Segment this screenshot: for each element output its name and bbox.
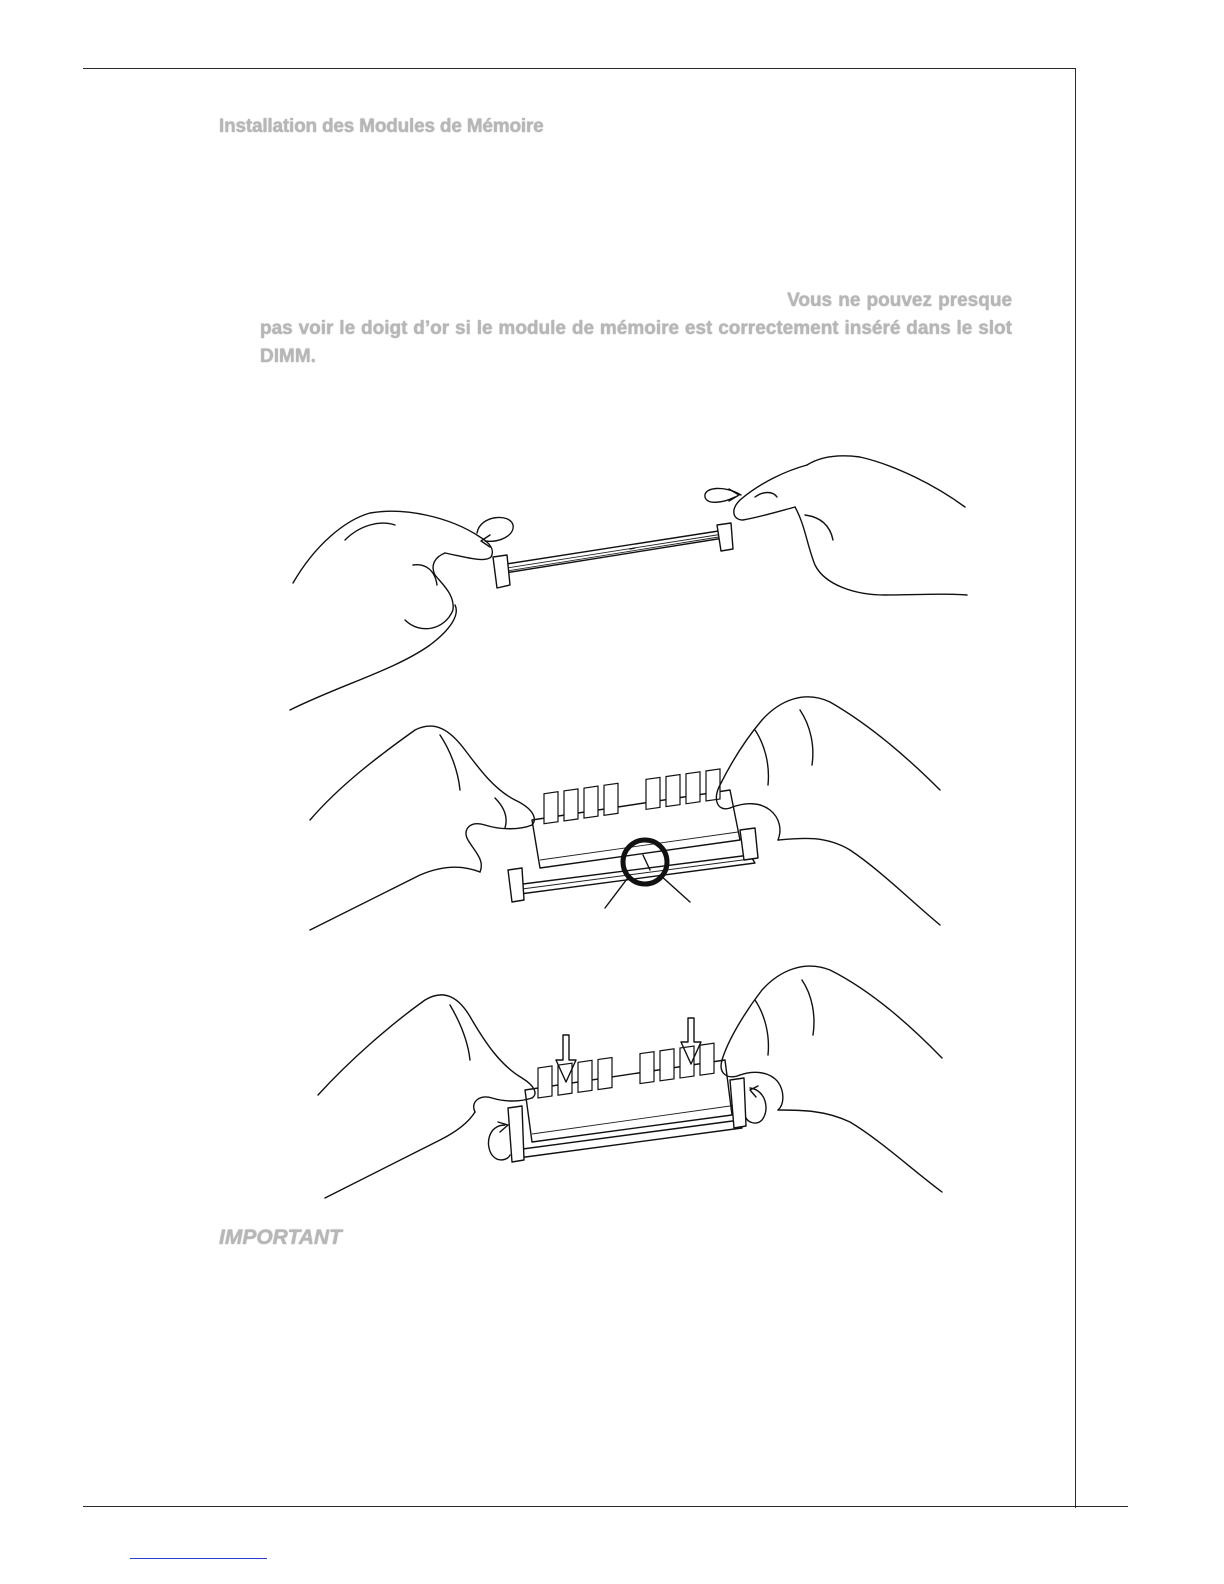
note-lead-text: Insérez le module de mémoire verticalement dans le slot. <box>260 290 781 311</box>
step-align-notch-figure <box>300 690 960 940</box>
rotate-arrow-icon <box>488 1122 510 1160</box>
left-hand <box>290 511 492 710</box>
bottom-rule <box>83 1506 1128 1507</box>
important-title: IMPORTANT <box>219 1226 342 1249</box>
rotate-arrow-icon <box>705 488 741 502</box>
rotate-arrow-icon <box>477 517 513 547</box>
dimm-slot <box>493 523 733 588</box>
step-press-down-figure <box>310 960 960 1205</box>
rotate-arrow-icon <box>746 1086 766 1123</box>
note-body-text: Vous ne pouvez presque pas voir le doigt d’or si le module de mémoire est correctement inséré dans le slot DIMM. <box>260 290 1013 367</box>
left-hand <box>318 995 535 1198</box>
top-rule <box>83 68 1076 69</box>
footer-link-underline <box>130 1558 267 1559</box>
note-paragraph <box>260 287 1012 371</box>
right-hand <box>734 456 967 595</box>
left-hand <box>310 726 534 930</box>
memory-module <box>532 769 740 868</box>
step-open-clips-figure <box>285 445 985 720</box>
right-hand <box>716 697 940 925</box>
right-margin-rule <box>1075 68 1076 1508</box>
section-heading: Installation des Modules de Mémoire <box>219 116 544 137</box>
right-hand <box>721 966 942 1192</box>
